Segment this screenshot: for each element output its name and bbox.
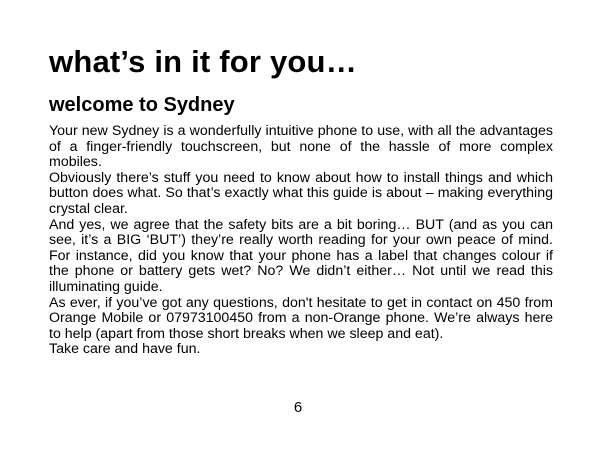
paragraph-safety: And yes, we agree that the safety bits are a bit boring… BUT (and as you can see, it’s a BIG ‘BUT’) they’re really worth reading for your own peace of mind. For instance, did you know that your phone has a label that changes colour if the phone or battery gets wet? No? We didn’t either… Not until we read this illuminating guide. bbox=[49, 216, 553, 295]
paragraph-guide: Obviously there’s stuff you need to know about how to install things and which button does what. So that’s exactly what this guide is about – making everything crystal clear. bbox=[49, 169, 553, 217]
paragraph-closing: Take care and have fun. bbox=[49, 341, 201, 358]
section-heading: welcome to Sydney bbox=[49, 94, 235, 116]
body-text bbox=[49, 124, 553, 358]
paragraph-contact: As ever, if you’ve got any questions, don't hesitate to get in contact on 450 from Orange Mobile or 07973100450 from a non-Orange phone. We’re always here to help (apart from those short breaks when we sleep and eat). bbox=[49, 294, 553, 342]
page-number: 6 bbox=[293, 399, 303, 416]
page-title: what’s in it for you… bbox=[49, 44, 357, 79]
paragraph-intro: Your new Sydney is a wonderfully intuitive phone to use, with all the advantages of a finger-friendly touchscreen, but none of the hassle of more complex mobiles. bbox=[49, 123, 553, 171]
